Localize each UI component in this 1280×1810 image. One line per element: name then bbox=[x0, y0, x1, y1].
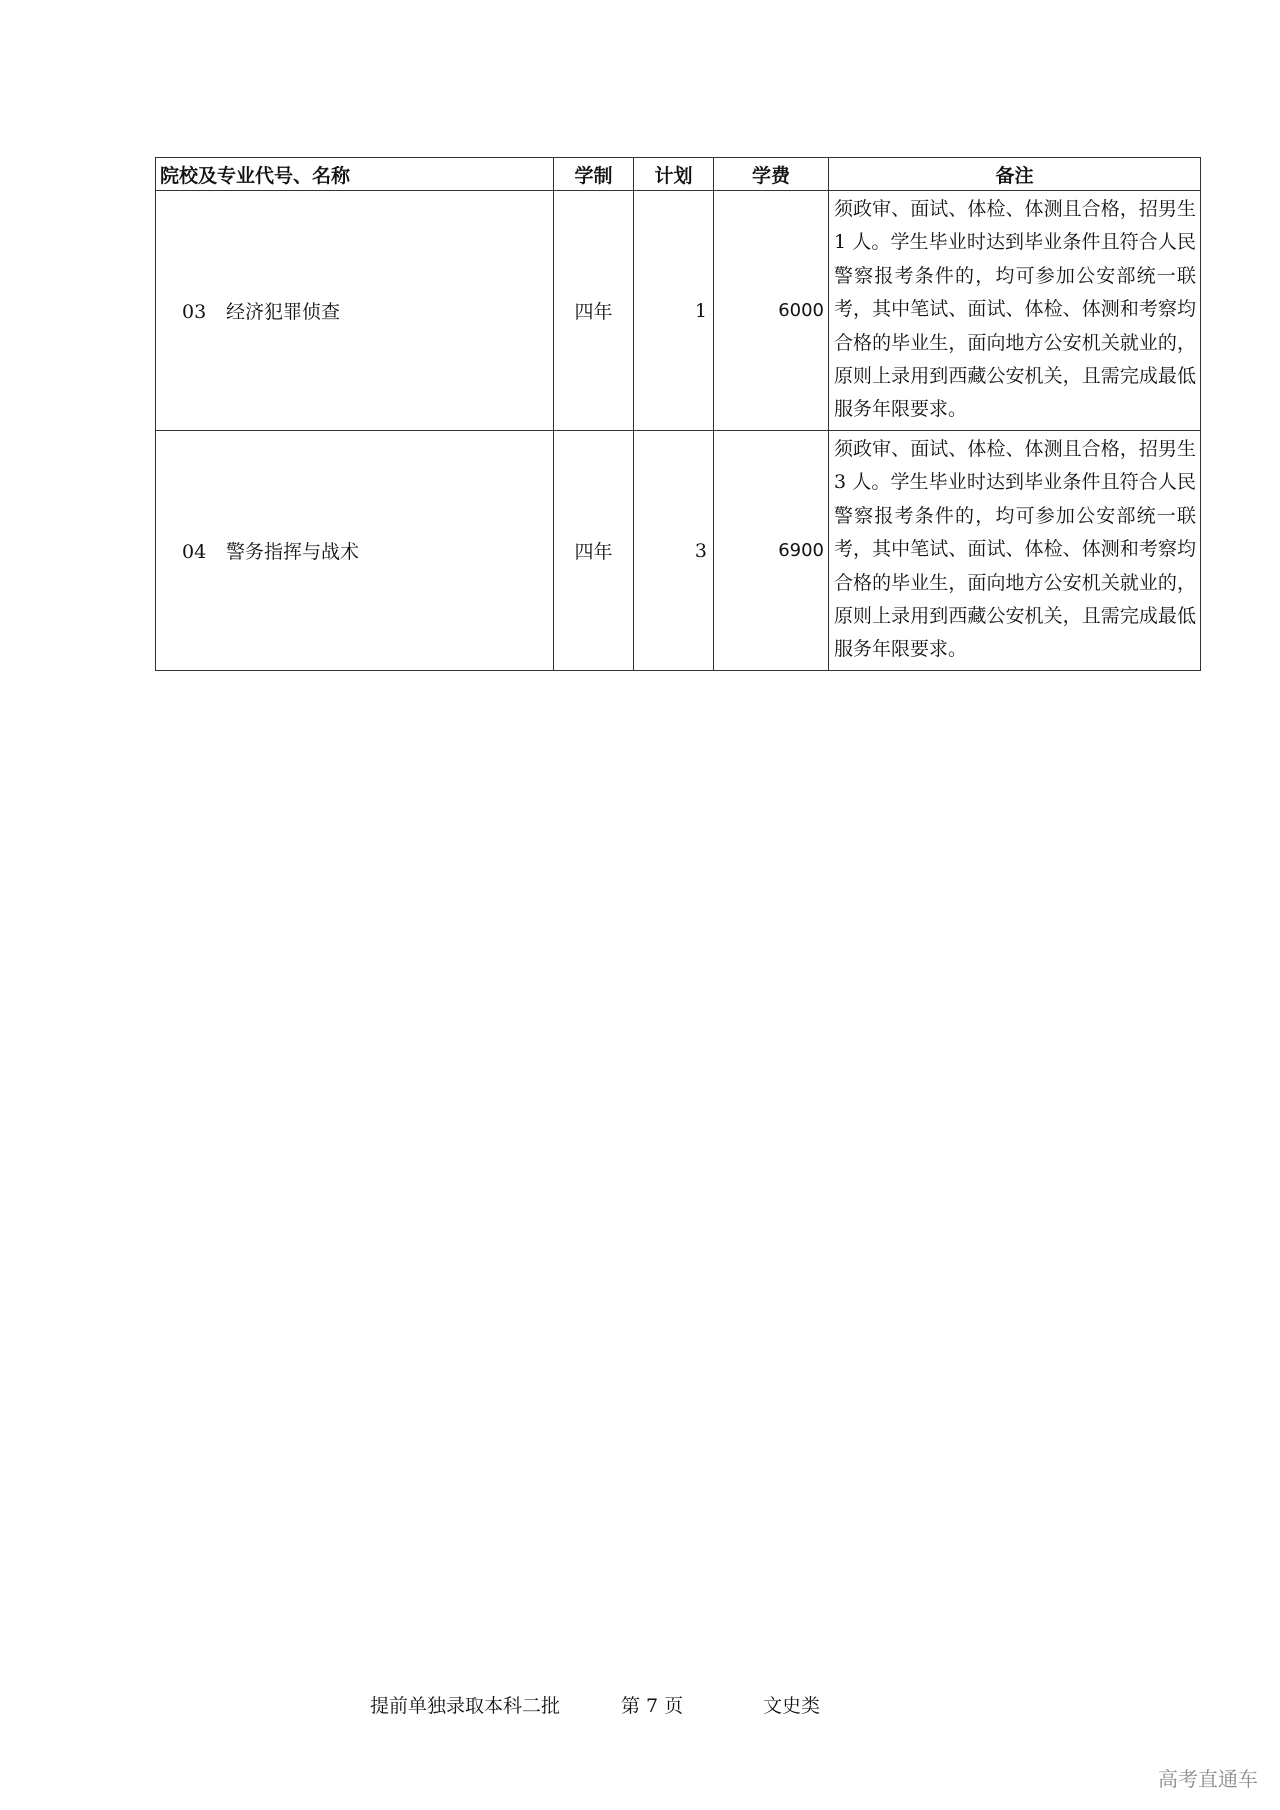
footer-batch: 提前单独录取本科二批 bbox=[370, 1695, 561, 1717]
watermark: 高考直通车 bbox=[1158, 1767, 1258, 1791]
table-row bbox=[156, 431, 1201, 671]
header-note: 备注 bbox=[829, 158, 1201, 191]
fee-cell: 6900 bbox=[714, 431, 829, 671]
table-header-row bbox=[156, 158, 1201, 191]
major-code: 04 bbox=[182, 541, 207, 563]
fee-cell: 6000 bbox=[714, 191, 829, 431]
plan-cell: 3 bbox=[634, 431, 714, 671]
admission-plan-table bbox=[155, 157, 1201, 671]
header-fee: 学费 bbox=[714, 158, 829, 191]
major-name: 经济犯罪侦查 bbox=[226, 301, 341, 323]
note-cell: 须政审、面试、体检、体测且合格，招男生 1 人。学生毕业时达到毕业条件且符合人民警察报考条件的，均可参加公安部统一联考，其中笔试、面试、体检、体测和考察均合格的毕业生，面向地方公安机关就业的，原则上录用到西藏公安机关，且需完成最低服务年限要求。 bbox=[829, 191, 1201, 431]
table-row bbox=[156, 191, 1201, 431]
footer-page-number: 第 7 页 bbox=[621, 1695, 684, 1717]
header-duration: 学制 bbox=[554, 158, 634, 191]
duration-cell: 四年 bbox=[554, 431, 634, 671]
duration-cell: 四年 bbox=[554, 191, 634, 431]
major-code: 03 bbox=[182, 301, 207, 323]
header-plan: 计划 bbox=[634, 158, 714, 191]
plan-cell: 1 bbox=[634, 191, 714, 431]
header-name: 院校及专业代号、名称 bbox=[156, 158, 554, 191]
note-cell: 须政审、面试、体检、体测且合格，招男生 3 人。学生毕业时达到毕业条件且符合人民警察报考条件的，均可参加公安部统一联考，其中笔试、面试、体检、体测和考察均合格的毕业生，面向地方公安机关就业的，原则上录用到西藏公安机关，且需完成最低服务年限要求。 bbox=[829, 431, 1201, 671]
major-cell bbox=[156, 191, 554, 431]
footer-category: 文史类 bbox=[763, 1695, 821, 1717]
major-name: 警务指挥与战术 bbox=[226, 541, 360, 563]
major-cell bbox=[156, 431, 554, 671]
